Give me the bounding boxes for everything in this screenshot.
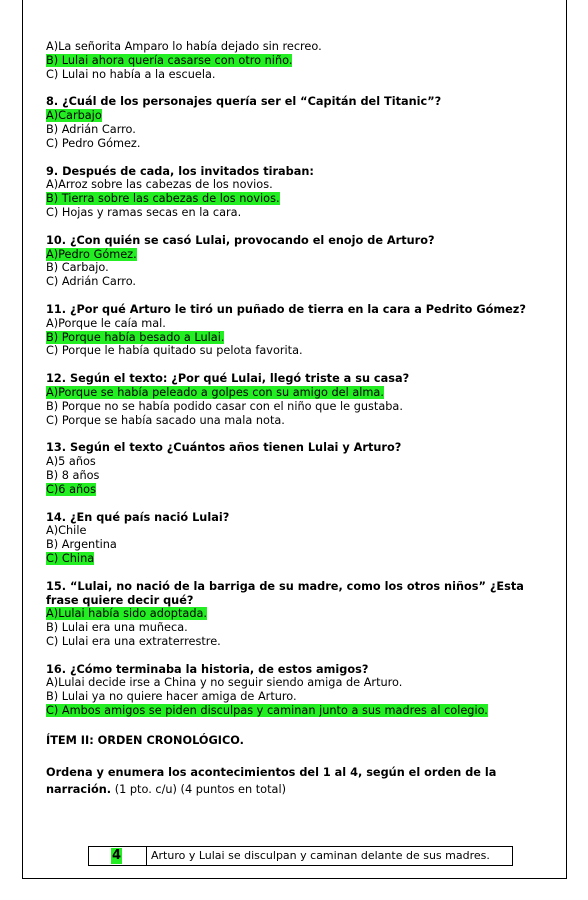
option-line (46, 123, 554, 137)
option-line (46, 676, 554, 690)
option-line (46, 109, 554, 123)
instruction-bold: Ordena y enumera los acontecimientos del 1 al 4, según el orden de la narración. (46, 765, 497, 796)
option-text: B) 8 años (46, 468, 100, 482)
option-text-selected: A)Porque se había peleado a golpes con su amigo del alma. (46, 385, 384, 399)
option-line (46, 635, 554, 649)
page-border-right (566, 0, 567, 878)
option-text: C) Pedro Gómez. (46, 136, 141, 150)
page-border-bottom (22, 878, 567, 879)
option-text: B) Adrián Carro. (46, 122, 136, 136)
option-line (46, 206, 554, 220)
answer-table-row (88, 846, 513, 866)
question-block (46, 441, 554, 496)
question-block (46, 95, 554, 150)
option-text: A)Porque le caía mal. (46, 316, 166, 330)
option-line (46, 248, 554, 262)
answer-number-cell[interactable] (89, 847, 147, 865)
option-line (46, 704, 554, 718)
option-line (46, 317, 554, 331)
section-instruction (46, 764, 554, 798)
question-block (46, 372, 554, 427)
option-text: C) Adrián Carro. (46, 275, 136, 289)
option-line (46, 386, 554, 400)
option-line (46, 455, 554, 469)
answer-number: 4 (112, 848, 122, 863)
option-line (46, 483, 554, 497)
option-line (46, 344, 554, 358)
option-line (46, 690, 554, 704)
option-text-selected: A)Carbajo (46, 109, 102, 123)
option-text: C) Lulai era una extraterrestre. (46, 634, 221, 648)
option-text-selected: A)Lulai había sido adoptada. (46, 607, 207, 621)
question-title: 13. Según el texto ¿Cuántos años tienen Lulai y Arturo? (46, 441, 402, 455)
question-title: 11. ¿Por qué Arturo le tiró un puñado de tierra en la cara a Pedrito Gómez? (46, 302, 526, 316)
option-line (46, 469, 554, 483)
option-line (46, 192, 554, 206)
option-text: B) Argentina (46, 538, 117, 552)
question-title: 10. ¿Con quién se casó Lulai, provocando el enojo de Arturo? (46, 233, 435, 247)
question-7-options (46, 40, 554, 81)
option-line (46, 178, 554, 192)
option-text-selected: B) Porque había besado a Lulai. (46, 330, 225, 344)
question-title: 16. ¿Cómo terminaba la historia, de estos amigos? (46, 662, 369, 676)
question-title: 8. ¿Cuál de los personajes quería ser el “Capitán del Titanic”? (46, 95, 442, 109)
option-line (46, 607, 554, 621)
option-text: A)5 años (46, 455, 96, 469)
option-text-selected: C) China (46, 551, 95, 565)
question-title: 14. ¿En qué país nació Lulai? (46, 510, 230, 524)
option-line (46, 40, 554, 54)
option-line (46, 552, 554, 566)
question-title: 15. “Lulai, no nació de la barriga de su madre, como los otros niños” ¿Esta frase quiere decir qué? (46, 579, 524, 607)
option-text: C) Porque le había quitado su pelota favorita. (46, 344, 303, 358)
option-text: C) Porque se había sacado una mala nota. (46, 413, 285, 427)
question-block (46, 580, 554, 649)
option-text: B) Porque no se había podido casar con el niño que le gustaba. (46, 399, 403, 413)
option-line (46, 524, 554, 538)
question-block (46, 663, 554, 718)
question-title: 12. Según el texto: ¿Por qué Lulai, llegó triste a su casa? (46, 372, 410, 386)
option-text: A)Arroz sobre las cabezas de los novios. (46, 178, 273, 192)
event-text: Arturo y Lulai se disculpan y caminan delante de sus madres. (151, 849, 490, 862)
question-block (46, 234, 554, 289)
option-line (46, 621, 554, 635)
option-text: C) Lulai no había a la escuela. (46, 67, 216, 81)
question-block (46, 511, 554, 566)
option-line (46, 261, 554, 275)
option-line (46, 275, 554, 289)
page-border-left (22, 0, 23, 878)
question-title: 9. Después de cada, los invitados tiraban: (46, 164, 314, 178)
option-text-selected: C)6 años (46, 482, 96, 496)
option-line (46, 68, 554, 82)
option-text-selected: C) Ambos amigos se piden disculpas y caminan junto a sus madres al colegio. (46, 704, 488, 718)
option-text: B) Carbajo. (46, 261, 109, 275)
option-text: A)Chile (46, 524, 87, 538)
instruction-rest: (1 pto. c/u) (4 puntos en total) (111, 782, 286, 796)
option-line (46, 538, 554, 552)
option-line (46, 54, 554, 68)
option-line (46, 137, 554, 151)
option-text: A)Lulai decide irse a China y no seguir siendo amiga de Arturo. (46, 676, 403, 690)
question-block (46, 303, 554, 358)
section-title: ÍTEM II: ORDEN CRONOLÓGICO. (46, 733, 244, 747)
option-text: A)La señorita Amparo lo había dejado sin recreo. (46, 40, 322, 53)
option-text: B) Lulai ya no quiere hacer amiga de Arturo. (46, 690, 297, 704)
option-line (46, 331, 554, 345)
option-text-selected: B) Tierra sobre las cabezas de los novios. (46, 192, 280, 206)
option-text-selected: A)Pedro Gómez. (46, 247, 137, 261)
option-text-selected: B) Lulai ahora quería casarse con otro niño. (46, 53, 293, 67)
question-list (46, 95, 554, 717)
worksheet-content (46, 40, 554, 798)
option-text: B) Lulai era una muñeca. (46, 621, 188, 635)
option-line (46, 400, 554, 414)
option-line (46, 414, 554, 428)
question-block (46, 165, 554, 220)
option-text: C) Hojas y ramas secas en la cara. (46, 205, 242, 219)
